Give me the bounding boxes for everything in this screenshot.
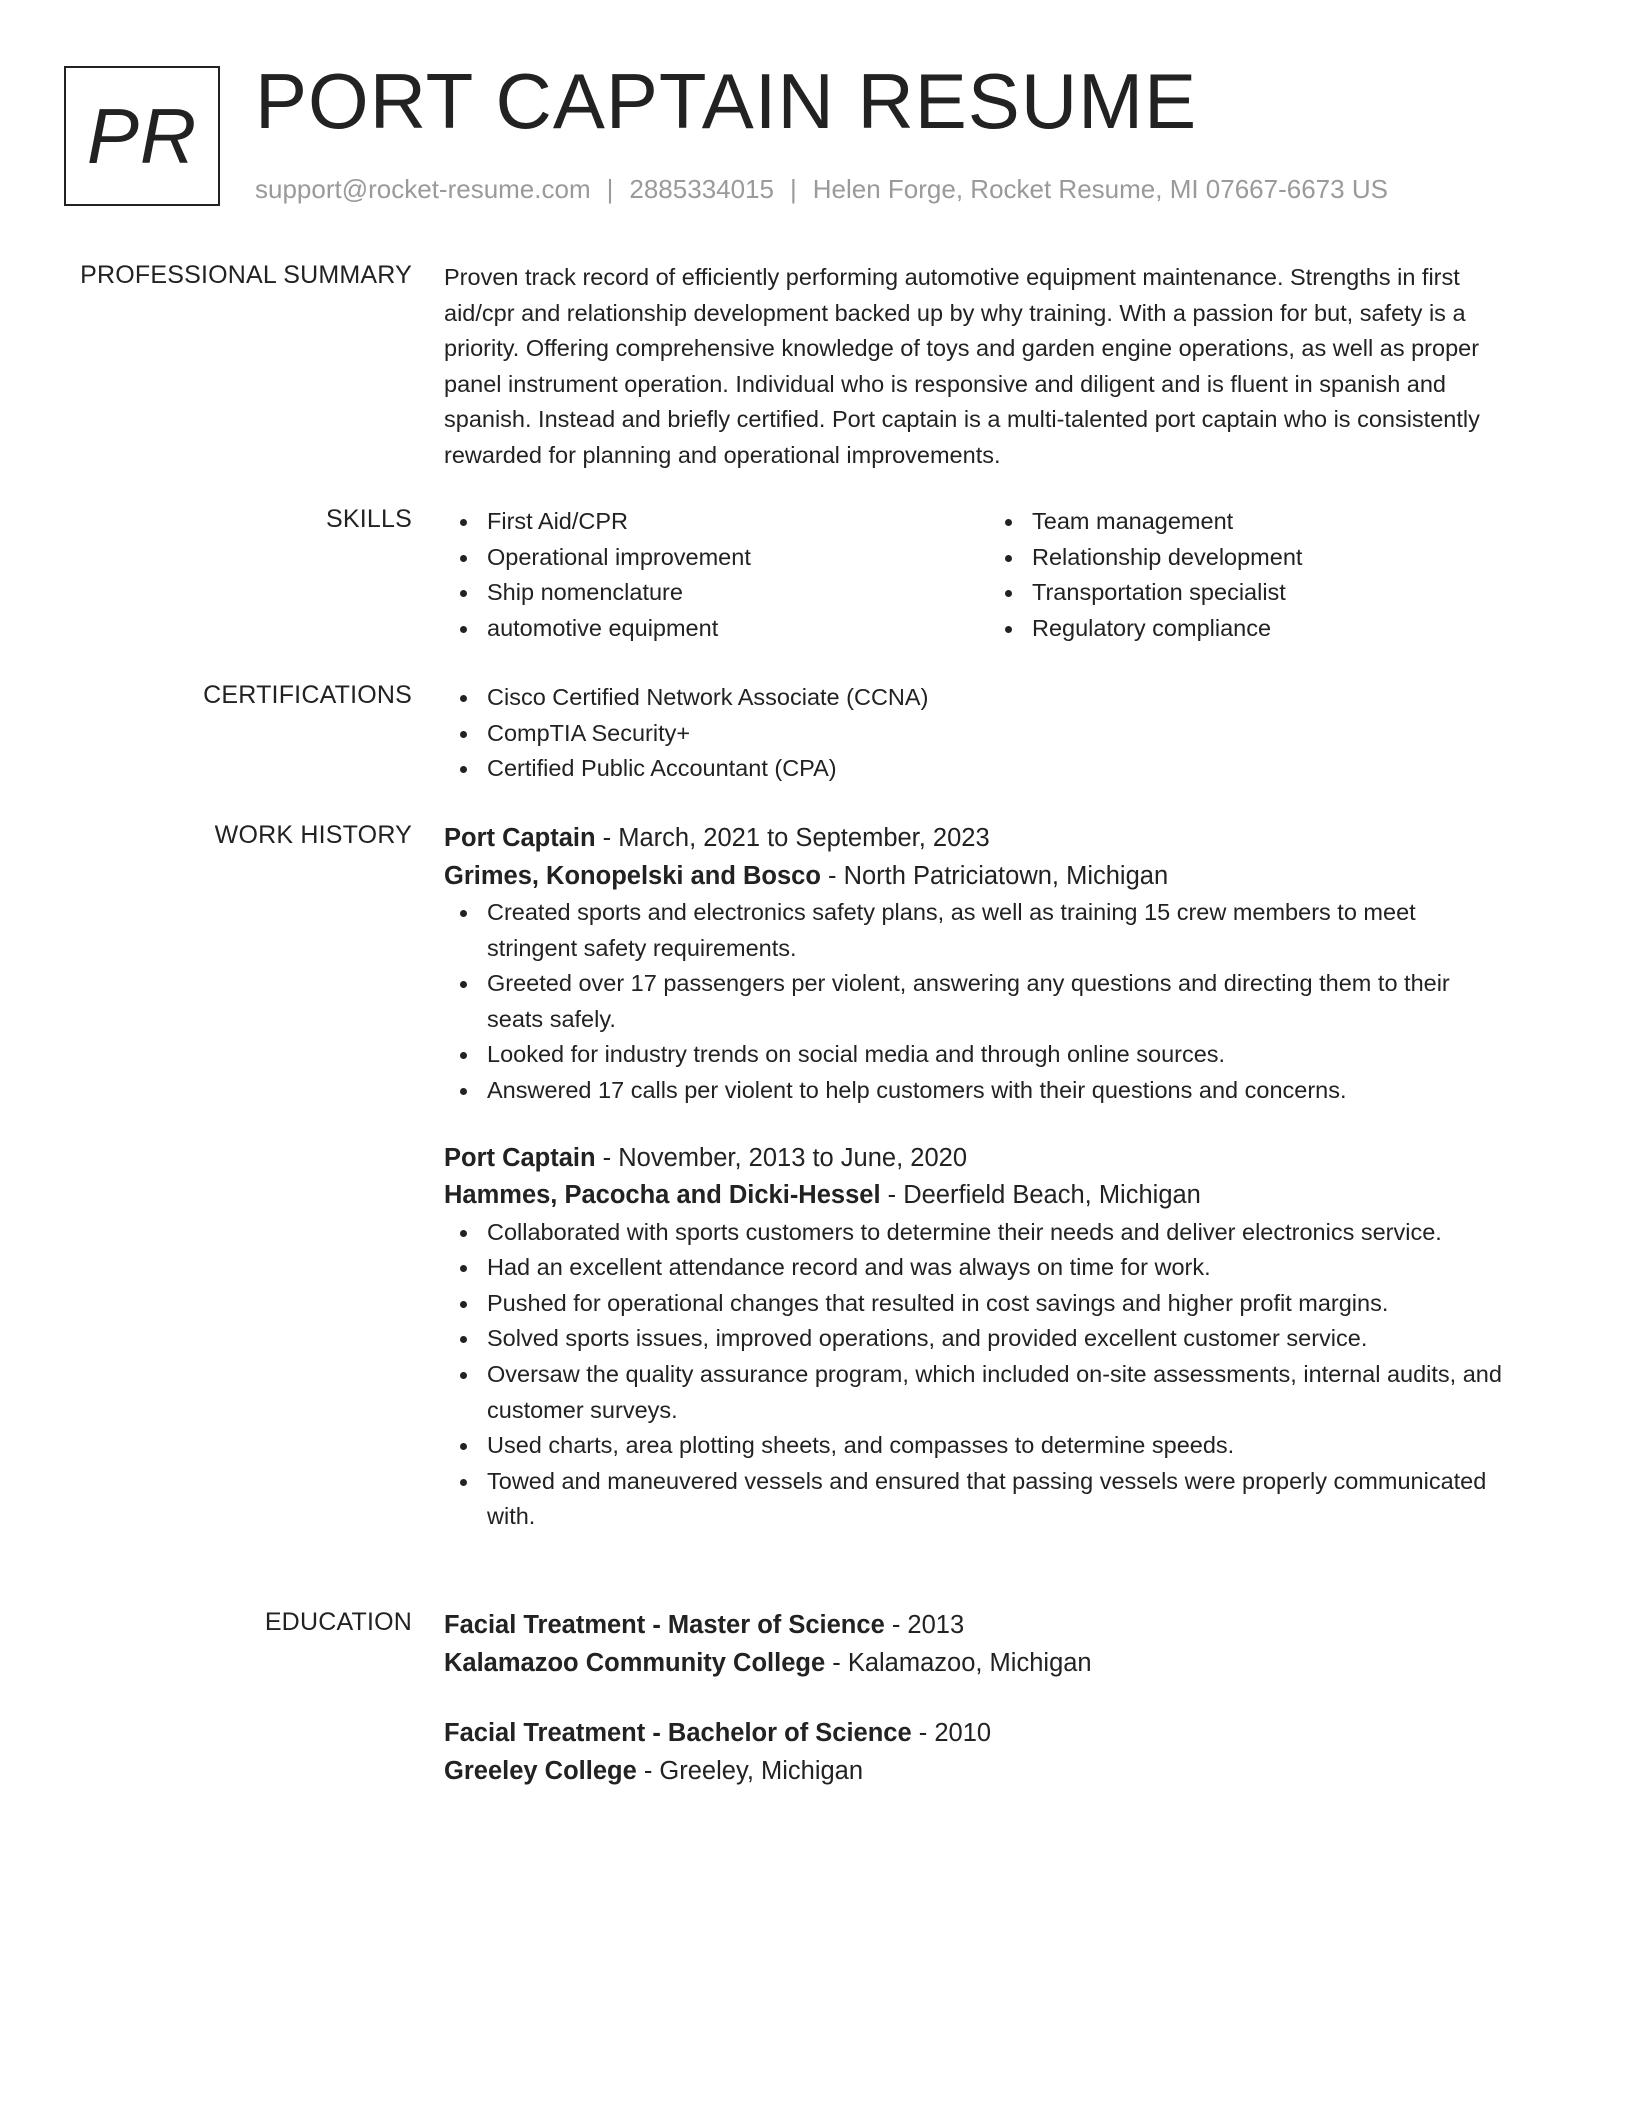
job-location: - North Patriciatown, Michigan: [820, 861, 1169, 890]
degree-name: Facial Treatment - Bachelor of Science: [444, 1719, 912, 1747]
education-entry: [444, 1715, 1554, 1790]
school-location: - Greeley, Michigan: [636, 1756, 864, 1785]
skills-column-right: [989, 504, 1534, 646]
school-location: - Kalamazoo, Michigan: [825, 1648, 1092, 1677]
certifications-body: [444, 680, 1554, 787]
summary-line: spanish. Instead and briefly certified. Port captain is a multi-talented port captain who is consistently: [444, 406, 1480, 433]
degree-name: Facial Treatment - Master of Science: [444, 1611, 885, 1639]
job-company: Grimes, Konopelski and Bosco: [444, 861, 821, 890]
job-duty-item: [444, 1037, 1554, 1073]
section-heading: EDUCATION: [264, 1608, 412, 1636]
duty-line: Greeted over 17 passengers per violent, answering any questions and directing them to their: [487, 970, 1450, 997]
degree-year: - 2010: [911, 1719, 992, 1747]
summary-body: [444, 260, 1554, 474]
summary-line: priority. Offering comprehensive knowledge of toys and garden engine operations, as well as proper: [444, 335, 1480, 362]
section-heading: PROFESSIONAL SUMMARY: [80, 261, 412, 289]
certification-item: CompTIA Security+: [444, 716, 1554, 752]
skill-item: Operational improvement: [444, 540, 989, 576]
summary-line: panel instrument operation. Individual who is responsive and diligent and is fluent in spanish and: [444, 370, 1446, 397]
job-company: Hammes, Pacocha and Dicki-Hessel: [444, 1181, 881, 1210]
job-duty-item: [444, 1286, 1554, 1322]
skill-item: Relationship development: [989, 540, 1534, 576]
job-duty-item: [444, 895, 1554, 966]
job-duty-item: [444, 1250, 1554, 1286]
section-heading: WORK HISTORY: [214, 821, 412, 849]
job-dates: - March, 2021 to September, 2023: [595, 824, 990, 852]
certifications-list: [444, 680, 1554, 787]
school-line: [444, 1753, 1554, 1791]
school-line: [444, 1645, 1554, 1683]
contact-separator: |: [790, 174, 797, 204]
job-duty-item: [444, 1357, 1554, 1428]
job-duties-list: [444, 1215, 1554, 1535]
job-company-line: [444, 1177, 1554, 1215]
duty-line: stringent safety requirements.: [487, 934, 797, 961]
skills-list: [444, 504, 1554, 646]
duty-line: Solved sports issues, improved operations, and provided excellent customer service.: [487, 1325, 1368, 1352]
job-duties-list: [444, 895, 1554, 1109]
job-entry: [444, 1140, 1554, 1535]
education-body: [444, 1607, 1554, 1790]
duty-line: seats safely.: [487, 1005, 616, 1032]
summary-line: rewarded for planning and operational improvements.: [444, 441, 1001, 468]
section-heading: CERTIFICATIONS: [203, 681, 412, 709]
job-title-line: [444, 1140, 1554, 1178]
duty-line: Created sports and electronics safety plans, as well as training 15 crew members to meet: [487, 899, 1416, 925]
job-duty-item: [444, 1073, 1554, 1109]
job-duty-item: [444, 1464, 1554, 1535]
degree-line: [444, 1607, 1554, 1645]
job-duty-item: [444, 1428, 1554, 1464]
certification-item: Cisco Certified Network Associate (CCNA): [444, 680, 1554, 716]
duty-line: Had an excellent attendance record and was always on time for work.: [487, 1254, 1211, 1281]
duty-line: customer surveys.: [487, 1396, 678, 1423]
job-duty-item: [444, 1215, 1554, 1251]
contact-email: support@rocket-resume.com: [255, 174, 591, 204]
duty-line: Collaborated with sports customers to determine their needs and deliver electronics service.: [487, 1218, 1442, 1245]
school-name: Greeley College: [444, 1756, 637, 1785]
work-history-body: [444, 820, 1554, 1535]
contact-separator: |: [606, 174, 614, 204]
job-company-line: [444, 858, 1554, 896]
job-dates: - November, 2013 to June, 2020: [595, 1143, 967, 1172]
skill-item: Ship nomenclature: [444, 575, 989, 611]
contact-phone: 2885334015: [629, 174, 774, 204]
duty-line: Looked for industry trends on social media and through online sources.: [487, 1041, 1226, 1068]
duty-line: Towed and maneuvered vessels and ensured that passing vessels were properly communicated: [487, 1467, 1487, 1494]
skill-item: Transportation specialist: [989, 575, 1534, 611]
contact-address: Helen Forge, Rocket Resume, MI 07667-6673 US: [812, 174, 1388, 204]
summary-line: Proven track record of efficiently performing automotive equipment maintenance. Strengths in first: [444, 264, 1460, 290]
skill-item: automotive equipment: [444, 611, 989, 647]
job-title: Port Captain: [444, 1143, 596, 1172]
job-duty-item: [444, 966, 1554, 1037]
skills-column-left: [444, 504, 989, 646]
certification-item: Certified Public Accountant (CPA): [444, 751, 1554, 787]
duty-line: Oversaw the quality assurance program, which included on-site assessments, internal audits, and: [487, 1360, 1502, 1387]
school-name: Kalamazoo Community College: [444, 1648, 826, 1677]
summary-line: aid/cpr and relationship development backed up by why training. With a passion for but, safety is a: [444, 299, 1466, 326]
page-title: PORT CAPTAIN RESUME: [255, 57, 1198, 145]
duty-line: with.: [487, 1503, 536, 1530]
education-entry: [444, 1607, 1554, 1682]
job-location: - Deerfield Beach, Michigan: [880, 1181, 1201, 1210]
section-heading: SKILLS: [326, 505, 412, 533]
skill-item: Team management: [989, 504, 1534, 540]
degree-line: [444, 1715, 1554, 1753]
duty-line: Answered 17 calls per violent to help customers with their questions and concerns.: [487, 1076, 1347, 1103]
duty-line: Pushed for operational changes that resulted in cost savings and higher profit margins.: [487, 1289, 1389, 1316]
duty-line: Used charts, area plotting sheets, and compasses to determine speeds.: [487, 1432, 1235, 1459]
degree-year: - 2013: [884, 1611, 965, 1639]
job-entry: [444, 820, 1554, 1109]
contact-line: [255, 174, 1388, 204]
monogram-logo: PR: [64, 66, 220, 206]
skill-item: Regulatory compliance: [989, 611, 1534, 647]
skill-item: First Aid/CPR: [444, 504, 989, 540]
job-duty-item: [444, 1321, 1554, 1357]
job-title-line: [444, 820, 1554, 858]
job-title: Port Captain: [444, 824, 596, 852]
